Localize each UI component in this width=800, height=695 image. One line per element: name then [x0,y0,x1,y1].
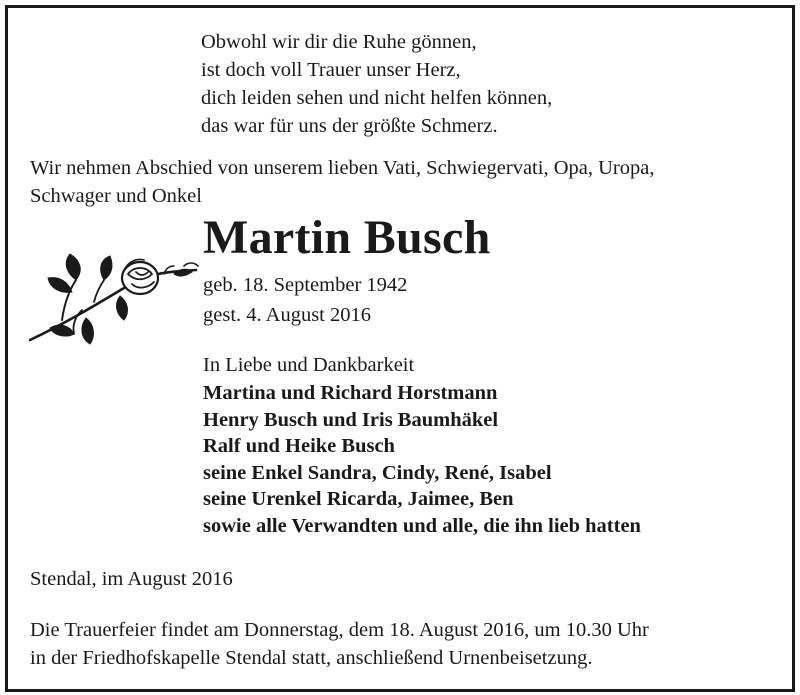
service-info [30,616,649,672]
poem [201,28,552,140]
mourner-line: seine Urenkel Ricarda, Jaimee, Ben [203,488,514,510]
mourner-line: Henry Busch und Iris Baumhäkel [203,408,499,431]
mourner-line: sowie alle Verwandten und alle, die ihn lieb hatten [203,514,641,537]
mourners-heading: In Liebe und Dankbarkeit [203,354,415,376]
poem-line: Obwohl wir dir die Ruhe gönnen, [201,31,477,53]
rose-icon [24,244,200,348]
intro-line: Wir nehmen Abschied von unserem lieben Vati, Schwiegervati, Opa, Uropa, [30,157,655,179]
poem-line: dich leiden sehen und nicht helfen können, [201,87,553,109]
intro-line: Schwager und Onkel [30,185,202,207]
death-date: gest. 4. August 2016 [203,304,371,326]
birth-date: geb. 18. September 1942 [203,274,408,296]
farewell-intro [30,154,654,210]
poem-line: ist doch voll Trauer unser Herz, [201,59,461,81]
place-and-date: Stendal, im August 2016 [30,568,233,590]
service-line: Die Trauerfeier findet am Donnerstag, dem 18. August 2016, um 10.30 Uhr [30,619,649,641]
poem-line: das war für uns der größte Schmerz. [201,115,498,137]
mourners-list [203,380,641,539]
service-line: in der Friedhofskapelle Stendal statt, anschließend Urnenbeisetzung. [30,647,593,669]
mourner-line: Ralf und Heike Busch [203,435,395,457]
deceased-name: Martin Busch [203,211,491,264]
life-dates [203,270,407,330]
mourner-line: seine Enkel Sandra, Cindy, René, Isabel [203,461,552,484]
mourner-line: Martina und Richard Horstmann [203,382,498,404]
